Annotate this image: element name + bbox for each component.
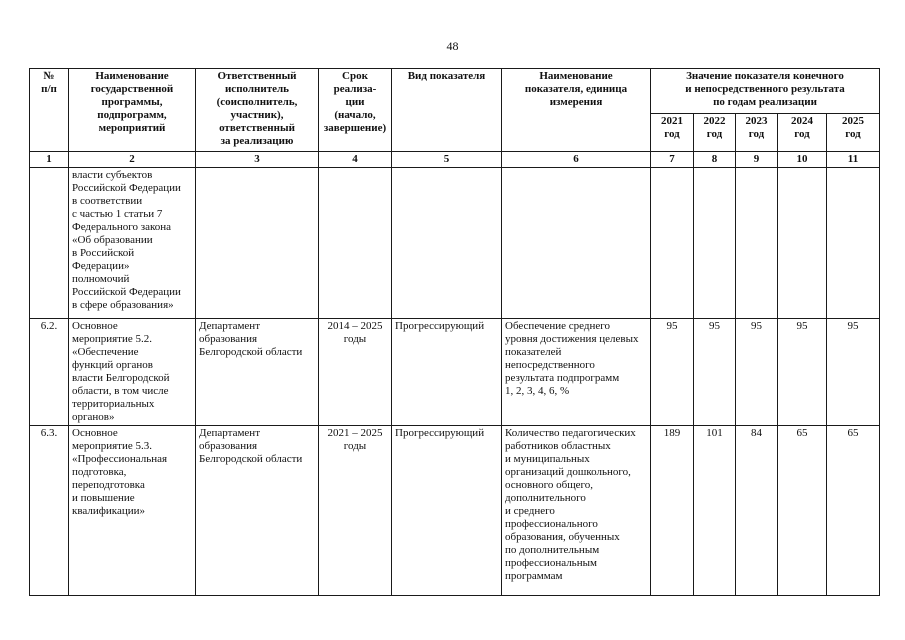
indicators-table	[29, 68, 880, 596]
header-num: № п/п	[30, 69, 69, 152]
header-year-2021: 2021 год	[651, 114, 694, 152]
column-number: 3	[196, 152, 319, 168]
row-indicator-type: Прогрессирующий	[392, 426, 502, 596]
row-value-2023	[736, 168, 778, 319]
column-number: 4	[319, 152, 392, 168]
header-year-2023: 2023 год	[736, 114, 778, 152]
row-program: власти субъектов Российской Федерации в соответствии с частью 1 статьи 7 Федерального закона «Об образовании в Российской Федерации» полномочий Российской Федерации в сфере образования»	[69, 168, 196, 319]
column-number: 8	[694, 152, 736, 168]
column-number: 2	[69, 152, 196, 168]
column-number: 9	[736, 152, 778, 168]
row-num: 6.2.	[30, 319, 69, 426]
row-value-2023: 95	[736, 319, 778, 426]
header-indicator-name: Наименование показателя, единица измерения	[502, 69, 651, 152]
row-num	[30, 168, 69, 319]
column-number: 10	[778, 152, 827, 168]
table-row	[30, 319, 880, 426]
header-executor: Ответственный исполнитель (соисполнитель, участник), ответственный за реализацию	[196, 69, 319, 152]
column-number: 5	[392, 152, 502, 168]
row-indicator-name: Обеспечение среднего уровня достижения целевых показателей непосредственного результата подпрограмм 1, 2, 3, 4, 6, %	[502, 319, 651, 426]
header-values-group: Значение показателя конечного и непосредственного результата по годам реализации	[651, 69, 880, 114]
table-row	[30, 426, 880, 596]
row-indicator-type: Прогрессирующий	[392, 319, 502, 426]
column-numbers-row	[30, 152, 880, 168]
row-period: 2014 – 2025 годы	[319, 319, 392, 426]
row-value-2025	[827, 168, 880, 319]
row-indicator-type	[392, 168, 502, 319]
header-program: Наименование государственной программы, подпрограмм, мероприятий	[69, 69, 196, 152]
row-program: Основное мероприятие 5.2. «Обеспечение функций органов власти Белгородской области, в том числе территориальных органов»	[69, 319, 196, 426]
row-value-2024	[778, 168, 827, 319]
header-period: Срок реализа- ции (начало, завершение)	[319, 69, 392, 152]
header-year-2022: 2022 год	[694, 114, 736, 152]
header-indicator-type: Вид показателя	[392, 69, 502, 152]
row-value-2024: 95	[778, 319, 827, 426]
column-number: 1	[30, 152, 69, 168]
row-value-2021: 95	[651, 319, 694, 426]
column-number: 7	[651, 152, 694, 168]
column-number: 6	[502, 152, 651, 168]
row-program: Основное мероприятие 5.3. «Профессиональная подготовка, переподготовка и повышение квалификации»	[69, 426, 196, 596]
table-row	[30, 168, 880, 319]
row-value-2022: 101	[694, 426, 736, 596]
row-indicator-name	[502, 168, 651, 319]
row-value-2021	[651, 168, 694, 319]
row-executor: Департамент образования Белгородской области	[196, 319, 319, 426]
row-value-2025: 95	[827, 319, 880, 426]
row-num: 6.3.	[30, 426, 69, 596]
row-executor	[196, 168, 319, 319]
header-year-2024: 2024 год	[778, 114, 827, 152]
row-period: 2021 – 2025 годы	[319, 426, 392, 596]
column-number: 11	[827, 152, 880, 168]
row-value-2024: 65	[778, 426, 827, 596]
row-value-2025: 65	[827, 426, 880, 596]
row-value-2022: 95	[694, 319, 736, 426]
page-number: 48	[446, 39, 459, 53]
row-value-2023: 84	[736, 426, 778, 596]
row-value-2022	[694, 168, 736, 319]
row-value-2021: 189	[651, 426, 694, 596]
row-indicator-name: Количество педагогических работников областных и муниципальных организаций дошкольного, основного общего, дополнительного и среднего профессионального образования, обученных по дополнительным профессиональным программам	[502, 426, 651, 596]
row-executor: Департамент образования Белгородской области	[196, 426, 319, 596]
header-year-2025: 2025 год	[827, 114, 880, 152]
row-period	[319, 168, 392, 319]
